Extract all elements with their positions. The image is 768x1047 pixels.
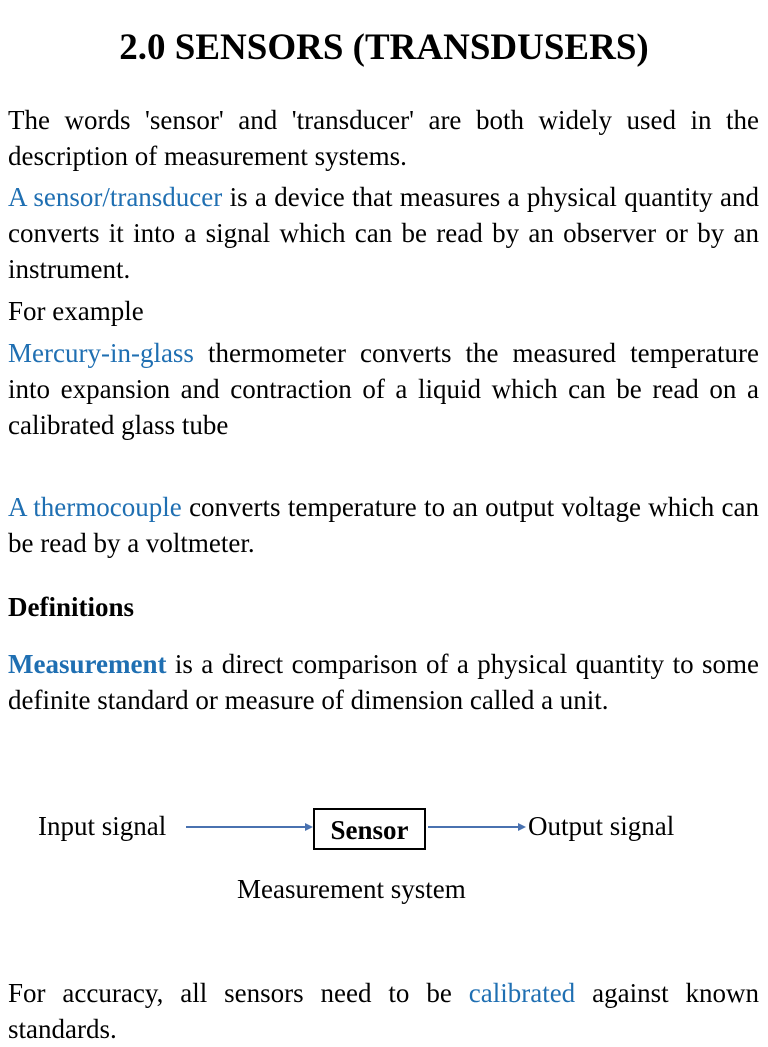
page-title: 2.0 SENSORS (TRANSDUSERS) <box>119 27 649 68</box>
sensor-definition-text: is a device that measures a physical quantity and converts it into a signal which can be read by an observer or by an instrument. <box>8 182 759 284</box>
calibrated-term: calibrated <box>468 978 576 1008</box>
thermocouple-example-paragraph <box>8 489 759 561</box>
definitions-heading: Definitions <box>8 592 135 622</box>
input-arrow <box>186 820 313 834</box>
for-example-label: For example <box>8 296 144 326</box>
calibration-text-after: against known standards. <box>8 978 759 1044</box>
sensor-term: A sensor/transducer <box>8 182 223 212</box>
thermocouple-term: A thermocouple <box>8 492 182 522</box>
mercury-example-text: thermometer converts the measured temperature into expansion and contraction of a liquid which can be read on a calibrated glass tube <box>8 338 759 440</box>
measurement-term: Measurement <box>8 649 167 679</box>
input-signal-label: Input signal <box>38 811 167 841</box>
calibration-paragraph <box>8 975 759 1047</box>
calibration-text-before: For accuracy, all sensors need to be <box>8 978 469 1008</box>
mercury-example-paragraph <box>8 335 759 443</box>
output-arrow <box>428 820 526 834</box>
mercury-term: Mercury-in-glass <box>8 338 194 368</box>
diagram-caption: Measurement system <box>237 874 466 904</box>
sensor-definition-paragraph <box>8 179 759 287</box>
output-signal-label: Output signal <box>528 811 675 841</box>
measurement-definition-text: is a direct comparison of a physical quantity to some definite standard or measure of dimension called a unit. <box>8 649 759 715</box>
intro-paragraph: The words 'sensor' and 'transducer' are both widely used in the description of measurement systems. <box>8 105 759 171</box>
thermocouple-example-text: converts temperature to an output voltage which can be read by a voltmeter. <box>8 492 759 558</box>
sensor-box: Sensor <box>313 808 426 850</box>
measurement-definition-paragraph <box>8 646 759 718</box>
